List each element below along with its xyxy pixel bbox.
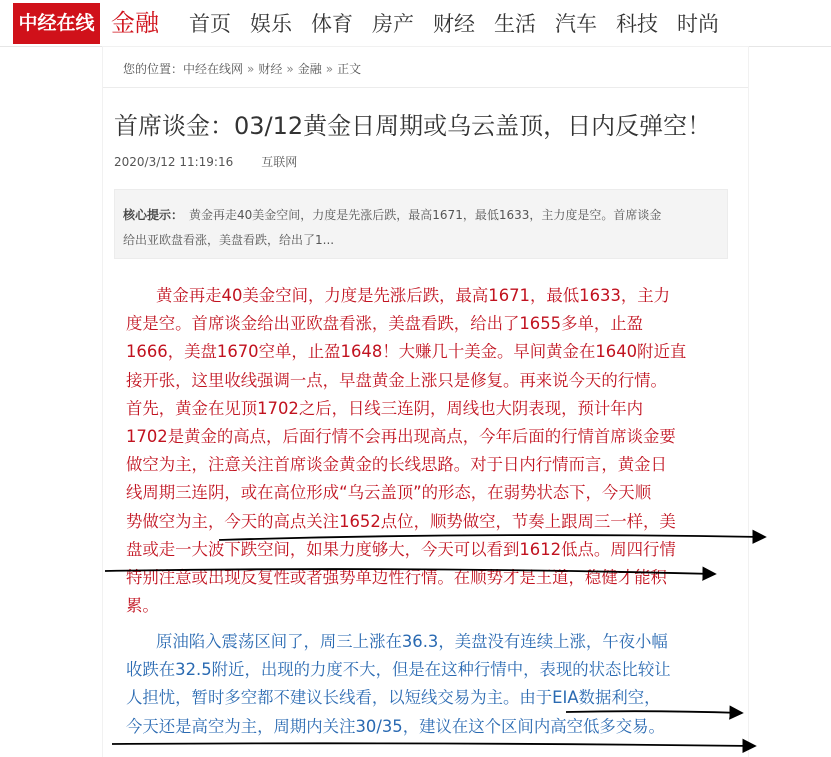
breadcrumb-prefix: 您的位置： xyxy=(123,62,184,76)
paragraph-line: 首先，黄金在见顶1702之后，日线三连阴，周线也大阴表现，预计年内 xyxy=(126,398,644,418)
paragraph-line: 原油陷入震荡区间了，周三上涨在36.3，美盘没有连续上涨，午夜小幅 xyxy=(156,632,668,651)
summary-text: 给出亚欧盘看涨，美盘看跌，给出了1... xyxy=(123,233,335,247)
nav-item-realestate[interactable]: 房产 xyxy=(372,12,414,36)
nav-item-sports[interactable]: 体育 xyxy=(311,12,353,36)
breadcrumb-separator: » xyxy=(247,62,255,76)
paragraph-line: 度是空。首席谈金给出亚欧盘看涨，美盘看跌，给出了1655多单，止盈 xyxy=(126,314,644,334)
paragraph-line: 收跌在32.5附近，出现的力度不大，但是在这种行情中，表现的状态比较让 xyxy=(126,660,671,680)
summary-text: 黄金再走40美金空间，力度是先涨后跌，最高1671，最低1633，主力度是空。首席谈金 xyxy=(189,208,662,222)
paragraph-line: 1666，美盘1670空单，止盈1648！大赚几十美金。早间黄金在1640附近直 xyxy=(126,342,687,362)
nav-item-life[interactable]: 生活 xyxy=(494,12,536,36)
article-paragraph-gold xyxy=(126,282,732,620)
channel-title[interactable]: 金融 xyxy=(111,9,159,37)
paragraph-line: 1702是黄金的高点，后面行情不会再出现高点，今年后面的行情首席谈金要 xyxy=(126,427,676,447)
site-logo[interactable]: 中经在线 xyxy=(13,3,100,44)
breadcrumb-separator: » xyxy=(325,62,334,76)
breadcrumb-item-current: 正文 xyxy=(337,62,362,76)
nav-item-home[interactable]: 首页 xyxy=(189,12,231,36)
summary-line xyxy=(123,228,717,253)
article-source: 互联网 xyxy=(261,155,298,169)
paragraph-line: 黄金再走40美金空间，力度是先涨后跌，最高1671，最低1633，主力 xyxy=(156,286,671,305)
paragraph-line: 累。 xyxy=(126,596,159,616)
paragraph-line: 线周期三连阴，或在高位形成“乌云盖顶”的形态，在弱势状态下，今天顺 xyxy=(126,483,652,503)
article-date: 2020/3/12 11:19:16 xyxy=(114,155,234,169)
summary-line xyxy=(123,203,717,228)
main-nav xyxy=(189,9,738,39)
nav-item-fashion[interactable]: 时尚 xyxy=(677,12,719,36)
nav-item-auto[interactable]: 汽车 xyxy=(555,12,597,36)
nav-item-tech[interactable]: 科技 xyxy=(616,12,658,36)
breadcrumb-divider xyxy=(103,87,748,88)
summary-label: 核心提示： xyxy=(123,208,184,222)
paragraph-line: 势做空为主，今天的高点关注1652点位，顺势做空，节奏上跟周三一样，美 xyxy=(126,511,676,531)
paragraph-line: 今天还是高空为主，周期内关注30/35，建议在这个区间内高空低多交易。 xyxy=(126,716,665,736)
breadcrumb-item-banking[interactable]: 金融 xyxy=(297,62,322,76)
breadcrumb-item-home[interactable]: 中经在线网 xyxy=(183,62,244,76)
article-summary xyxy=(114,189,728,259)
breadcrumb-separator: » xyxy=(286,62,294,76)
article-meta xyxy=(114,153,297,170)
nav-item-entertainment[interactable]: 娱乐 xyxy=(250,12,292,36)
site-header xyxy=(0,0,831,46)
nav-item-finance[interactable]: 财经 xyxy=(433,12,475,36)
paragraph-line: 盘或走一大波下跌空间，如果力度够大，今天可以看到1612低点。周四行情 xyxy=(126,539,676,559)
paragraph-line: 人担忧，暂时多空都不建议长线看，以短线交易为主。由于EIA数据利空， xyxy=(126,688,661,708)
breadcrumb-item-finance[interactable]: 财经 xyxy=(258,62,283,76)
paragraph-line: 做空为主，注意关注首席谈金黄金的长线思路。对于日内行情而言，黄金日 xyxy=(126,455,667,475)
breadcrumb xyxy=(123,60,361,77)
article-title: 首席谈金：03/12黄金日周期或乌云盖顶，日内反弹空！ xyxy=(114,112,712,140)
article-paragraph-oil xyxy=(126,628,732,741)
paragraph-line: 接开张，这里收线强调一点，早盘黄金上涨只是修复。再来说今天的行情。 xyxy=(126,370,667,390)
paragraph-line: 特别注意或出现反复性或者强势单边性行情。在顺势才是王道，稳健才能积 xyxy=(126,568,667,588)
